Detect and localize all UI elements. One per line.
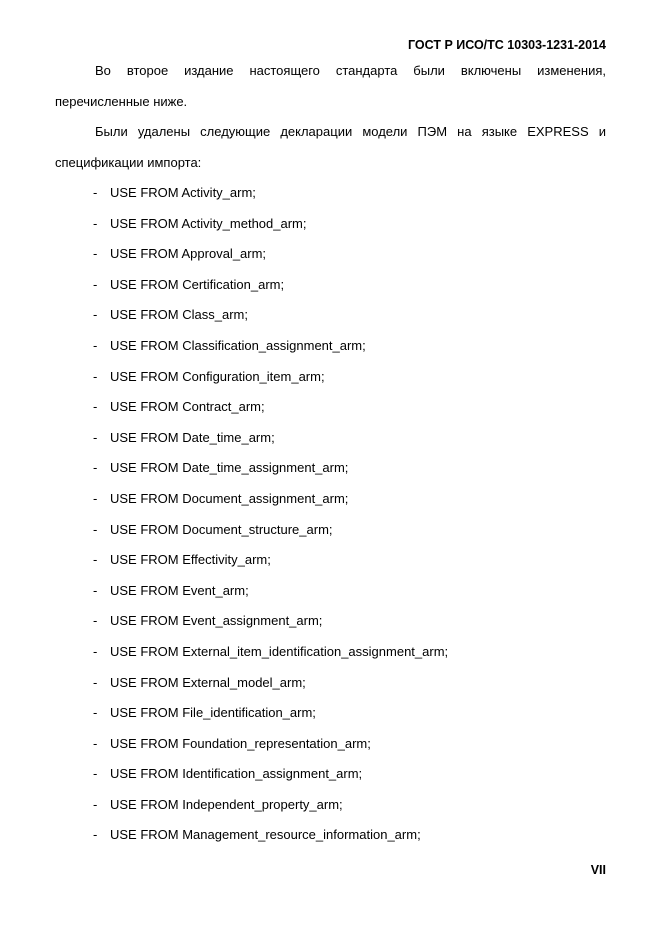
list-marker: -	[93, 399, 98, 415]
list-item	[55, 423, 606, 454]
list-item	[55, 300, 606, 331]
list-marker: -	[93, 276, 98, 292]
list-item	[55, 576, 606, 607]
list-item	[55, 729, 606, 760]
list-marker: -	[93, 185, 98, 200]
list-item-text: USE FROM Identification_assignment_arm;	[110, 766, 363, 782]
paragraph-removed-declarations: Были удалены следующие декларации модели ПЭМ на языке EXPRESS и спецификации импорта:	[55, 124, 606, 170]
list-marker: -	[93, 582, 98, 598]
list-marker: -	[93, 735, 98, 751]
list-item	[55, 790, 606, 821]
list-item	[55, 209, 606, 240]
list-item	[55, 545, 606, 576]
list-marker: -	[93, 552, 98, 568]
document-header: ГОСТ Р ИСО/ТС 10303-1231-2014	[407, 38, 606, 52]
list-marker: -	[93, 368, 98, 384]
list-item	[55, 453, 606, 484]
list-item-text: USE FROM Document_assignment_arm;	[110, 490, 349, 506]
list-item-text: USE FROM Management_resource_information_arm;	[110, 827, 421, 843]
list-marker: -	[93, 643, 98, 659]
list-item-text: USE FROM Independent_property_arm;	[110, 796, 343, 812]
list-item-text: USE FROM External_item_identification_assignment_arm;	[110, 643, 449, 659]
list-item	[55, 820, 606, 851]
list-marker: -	[93, 215, 98, 231]
list-item-text: USE FROM Contract_arm;	[110, 399, 265, 415]
list-item-text: USE FROM Date_time_arm;	[110, 429, 275, 445]
list-item	[55, 362, 606, 393]
list-item-text: USE FROM Date_time_assignment_arm;	[110, 460, 349, 476]
list-item	[55, 178, 606, 209]
list-item-text: USE FROM File_identification_arm;	[110, 705, 316, 721]
list-item	[55, 606, 606, 637]
list-marker: -	[93, 337, 98, 353]
list-item	[55, 759, 606, 790]
list-marker: -	[93, 796, 98, 812]
list-marker: -	[93, 705, 98, 721]
list-item	[55, 698, 606, 729]
paragraph-intro: Во второе издание настоящего стандарта были включены изменения, перечисленные ниже.	[55, 63, 606, 109]
page-number: VII	[590, 863, 606, 877]
list-marker: -	[93, 460, 98, 476]
list-marker: -	[93, 521, 98, 537]
list-item-text: USE FROM Effectivity_arm;	[110, 552, 271, 568]
list-marker: -	[93, 246, 98, 262]
list-item	[55, 515, 606, 546]
list-item-text: USE FROM Document_structure_arm;	[110, 521, 333, 537]
list-item-text: USE FROM Activity_method_arm;	[110, 215, 307, 231]
list-item-text: USE FROM External_model_arm;	[110, 674, 306, 690]
list-item-text: USE FROM Activity_arm;	[110, 185, 256, 200]
list-item	[55, 484, 606, 515]
list-item-text: USE FROM Certification_arm;	[110, 276, 285, 292]
list-item-text: USE FROM Configuration_item_arm;	[110, 368, 325, 384]
list-marker: -	[93, 490, 98, 506]
list-item-text: USE FROM Event_arm;	[110, 582, 249, 598]
list-item	[55, 331, 606, 362]
list-item	[55, 637, 606, 668]
list-item-text: USE FROM Class_arm;	[110, 307, 248, 323]
list-marker: -	[93, 613, 98, 629]
list-item	[55, 239, 606, 270]
list-marker: -	[93, 429, 98, 445]
list-item	[55, 392, 606, 423]
removed-declarations-list	[55, 178, 606, 851]
list-marker: -	[93, 307, 98, 323]
list-item-text: USE FROM Foundation_representation_arm;	[110, 735, 371, 751]
list-item	[55, 270, 606, 301]
list-item-text: USE FROM Classification_assignment_arm;	[110, 337, 366, 353]
list-item-text: USE FROM Approval_arm;	[110, 246, 267, 262]
list-marker: -	[93, 674, 98, 690]
list-item	[55, 668, 606, 699]
list-item-text: USE FROM Event_assignment_arm;	[110, 613, 323, 629]
list-marker: -	[93, 827, 98, 843]
list-marker: -	[93, 766, 98, 782]
